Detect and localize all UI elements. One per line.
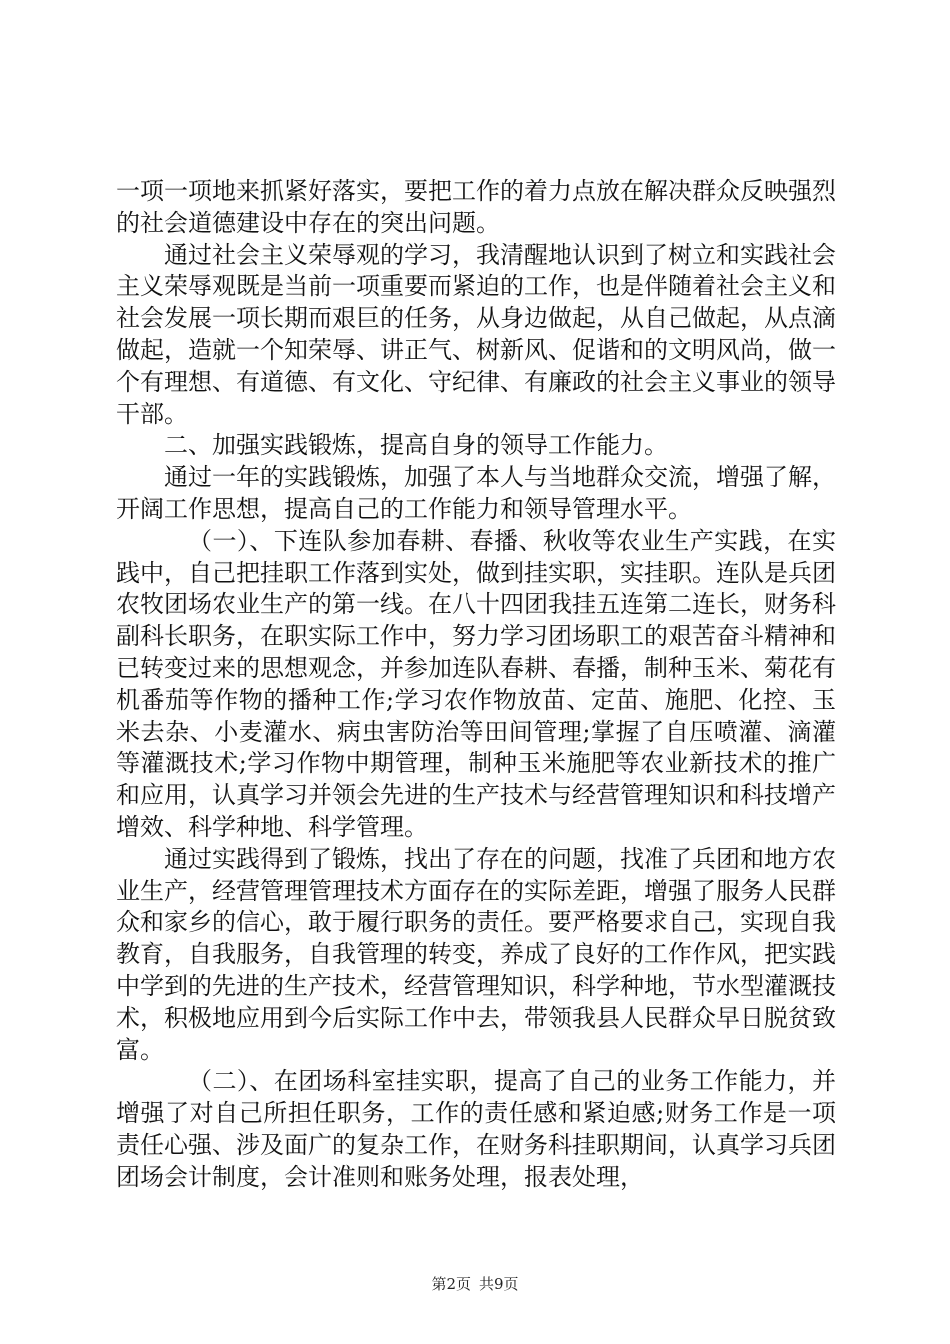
page-number-current: 第2页 xyxy=(431,1275,471,1293)
paragraph-continuation: 一项一项地来抓紧好落实，要把工作的着力点放在解决群众反映强烈的社会道德建设中存在的突出问题。 xyxy=(116,177,836,237)
paragraph-practice-summary: 通过一年的实践锻炼，加强了本人与当地群众交流，增强了解，开阔工作思想，提高自己的工作能力和领导管理水平。 xyxy=(116,463,836,523)
paragraph-practice-results: 通过实践得到了锻炼，找出了存在的问题，找准了兵团和地方农业生产，经营管理管理技术方面存在的实际差距，增强了服务人民群众和家乡的信心，敢于履行职务的责任。要严格要求自己，实现自我教育，自我服务，自我管理的转变，养成了良好的工作作风，把实践中学到的先进的生产技术，经营管理知识，科学种地，节水型灌溉技术，积极地应用到今后实际工作中去，带领我县人民群众早日脱贫致富。 xyxy=(116,844,836,1064)
page-number-total: 共9页 xyxy=(479,1275,519,1293)
page-footer xyxy=(0,1274,950,1294)
paragraph-subsection-two: （二）、在团场科室挂实职，提高了自己的业务工作能力，并增强了对自己所担任职务，工作的责任感和紧迫感;财务工作是一项责任心强、涉及面广的复杂工作，在财务科挂职期间，认真学习兵团团场会计制度，会计准则和账务处理，报表处理， xyxy=(116,1067,836,1191)
paragraph-subsection-one: （一）、下连队参加春耕、春播、秋收等农业生产实践，在实践中，自己把挂职工作落到实处，做到挂实职，实挂职。连队是兵团农牧团场农业生产的第一线。在八十四团我挂五连第二连长，财务科副科长职务，在职实际工作中，努力学习团场职工的艰苦奋斗精神和已转变过来的思想观念，并参加连队春耕、春播，制种玉米、菊花有机番茄等作物的播种工作;学习农作物放苗、定苗、施肥、化控、玉米去杂、小麦灌水、病虫害防治等田间管理;掌握了自压喷灌、滴灌等灌溉技术;学习作物中期管理，制种玉米施肥等农业新技术的推广和应用，认真学习并领会先进的生产技术与经营管理知识和科技增产增效、科学种地、科学管理。 xyxy=(116,526,836,841)
paragraph-honor-study: 通过社会主义荣辱观的学习，我清醒地认识到了树立和实践社会主义荣辱观既是当前一项重要而紧迫的工作，也是伴随着社会主义和社会发展一项长期而艰巨的任务，从身边做起，从自己做起，从点滴做起，造就一个知荣辱、讲正气、树新风、促谐和的文明风尚，做一个有理想、有道德、有文化、守纪律、有廉政的社会主义事业的领导干部。 xyxy=(116,240,836,428)
section-heading-practice: 二、加强实践锻炼，提高自身的领导工作能力。 xyxy=(164,431,668,460)
document-body xyxy=(116,176,836,1194)
